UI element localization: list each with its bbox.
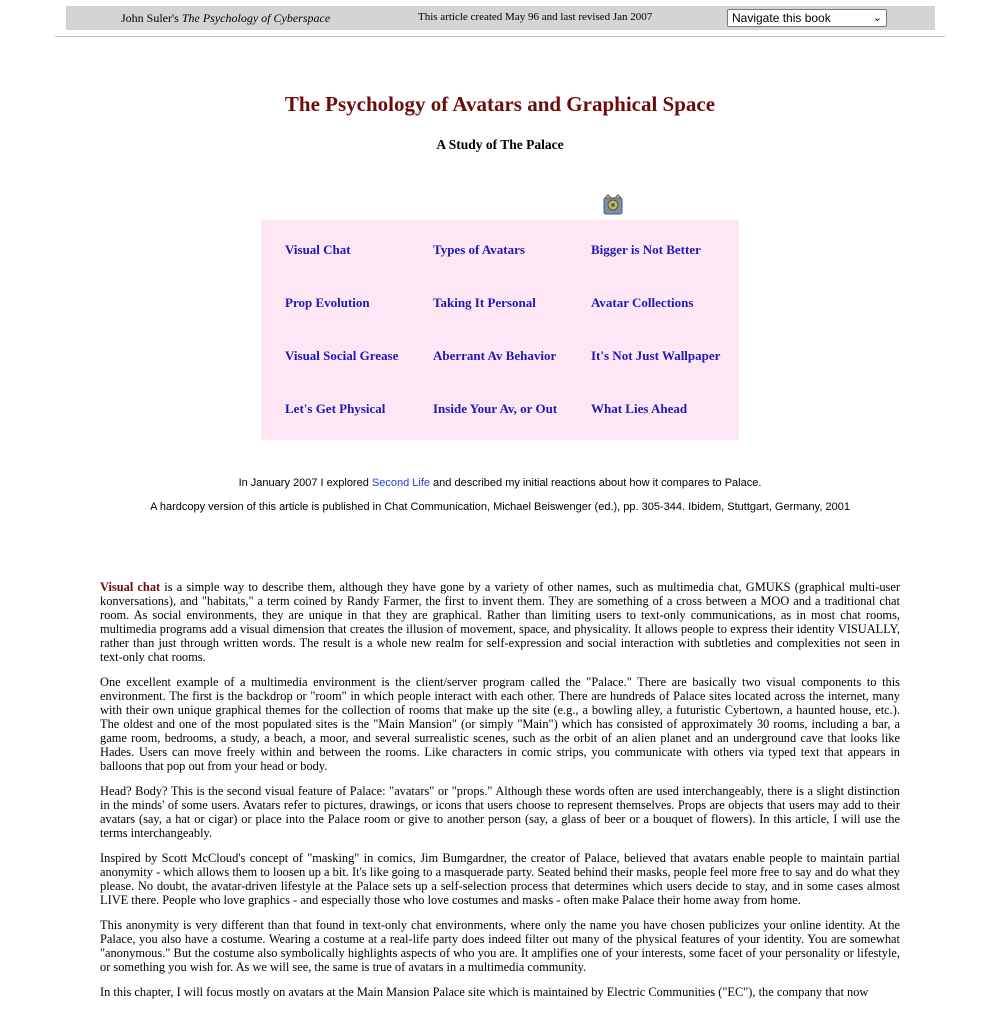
paragraph-lead: Visual chat [100, 580, 161, 594]
second-life-note-text: In January 2007 I explored [238, 477, 372, 489]
chevron-down-icon: ⌄ [872, 12, 882, 24]
toc-link[interactable]: Visual Chat [285, 242, 351, 257]
toc-link[interactable]: Avatar Collections [591, 295, 694, 310]
article-paragraph: One excellent example of a multimedia environment is the client/server program called the "Palace." There are basically two visual components to this environment. The first is the backdrop or "room" in which people interact with each other. There are hundreds of Palace sites located across the internet, many with their own unique graphical themes for the collection of rooms that make up the site (e.g., a bowling alley, a futuristic Cybertown, a haunted house, etc.). The oldest and one of the most populated sites is the "Main Mansion" (or simply "Main") which has consisted of approximately 30 rooms, including a bar, a game room, bedrooms, a study, a beach, a moor, and several surrealistic scenes, such as the orbit of an alien planet and an underground cave that looks like Hades. Users can move freely within and between the rooms. Like characters in comic strips, you communicate with others via typed text that appears in balloons that pop out from your head or body. [100, 675, 900, 773]
site-title [121, 11, 330, 26]
toc-link[interactable]: Aberrant Av Behavior [433, 348, 557, 363]
page-title: The Psychology of Avatars and Graphical Space [284, 92, 716, 116]
site-author: John Suler's [121, 11, 182, 25]
hardcopy-note: A hardcopy version of this article is published in Chat Communication, Michael Beiswenger (ed.), pp. 305-344. Ibidem, Stuttgart, Germany, 2001 [150, 501, 850, 513]
toc-link[interactable]: Taking It Personal [433, 295, 536, 310]
navigate-book-select[interactable] [727, 9, 887, 27]
article-paragraph [100, 580, 900, 664]
toc-link[interactable]: Bigger is Not Better [591, 242, 701, 257]
paragraph-text: is a simple way to describe them, although they have gone by a variety of other names, such as multimedia chat, GMUKS (graphical multi-user konversations), and "habitats," a term coined by Randy Farmer, the first to invent them. They are something of a cross between a MOO and a traditional chat room. As social environments, they are unique in that they are graphical. Rather than limiting users to text-only communications, as in most chat rooms, multimedia programs add a visual dimension that creates the illusion of movement, space, and physicality. It allows people to express their identity VISUALLY, rather than just through written words. The result is a whole new realm for self-expression and social interaction with subtleties and complexities not seen in text-only chat rooms. [100, 580, 900, 664]
navigate-book-value: Navigate this book [732, 11, 831, 25]
second-life-link[interactable]: Second Life [371, 477, 430, 489]
header-divider [55, 36, 945, 37]
site-book-title: The Psychology of Cyberspace [181, 11, 331, 25]
toc-link[interactable]: Prop Evolution [285, 295, 370, 310]
toc-link[interactable]: What Lies Ahead [591, 401, 688, 416]
header-bar [66, 6, 935, 30]
toc-link[interactable]: Let's Get Physical [285, 401, 386, 416]
toc-link[interactable]: Visual Social Grease [285, 348, 399, 363]
article-body [100, 580, 900, 1010]
toc-link[interactable]: Types of Avatars [433, 242, 525, 257]
palace-crest-icon [602, 194, 624, 216]
article-paragraph: This anonymity is very different than that found in text-only chat environments, where only the name you have chosen publicizes your online identity. At the Palace, you also have a costume. Wearing a costume at a real-life party does indeed filter out many of the physical features of your identity. You are somewhat "anonymous." But the costume also symbolically highlights aspects of who you are. It amplifies one of your interests, some facet of your personality or lifestyle, or something you wish for. As we will see, the same is true of avatars in a multimedia community. [100, 918, 900, 974]
article-paragraph: Inspired by Scott McCloud's concept of "masking" in comics, Jim Bumgardner, the creator of Palace, believed that avatars enable people to maintain partial anonymity - which allows them to loosen up a bit. It's like going to a masquerade party. Seated behind their masks, people feel more free to say and do what they please. No doubt, the avatar-driven lifestyle at the Palace sets up a self-selection process that determines which users decide to stay, and in some cases almost LIVE there. People who love graphics - and especially those who love costumes and masks - often make Palace their home away from home. [100, 851, 900, 907]
second-life-note [0, 477, 1000, 489]
second-life-note-text: and described my initial reactions about how it compares to Palace. [430, 477, 762, 489]
revision-dates: This article created May 96 and last revised Jan 2007 [418, 11, 653, 23]
toc-link[interactable]: Inside Your Av, or Out [433, 401, 558, 416]
toc-link[interactable]: It's Not Just Wallpaper [591, 348, 721, 363]
article-paragraph: Head? Body? This is the second visual feature of Palace: "avatars" or "props." Although these words often are used interchangeably, there is a slight distinction in the minds' of some users. Avatars refer to pictures, drawings, or icons that users choose to represent themselves. Props are objects that users may add to their avatars (say, a hat or cigar) or place into the Palace room or give to another person (say, a glass of beer or a bouquet of flowers). In this article, I will use the terms interchangeably. [100, 784, 900, 840]
article-paragraph: In this chapter, I will focus mostly on avatars at the Main Mansion Palace site which is maintained by Electric Communities ("EC"), the company that now [100, 985, 869, 999]
page-subtitle: A Study of The Palace [436, 137, 564, 152]
table-of-contents [261, 220, 739, 440]
